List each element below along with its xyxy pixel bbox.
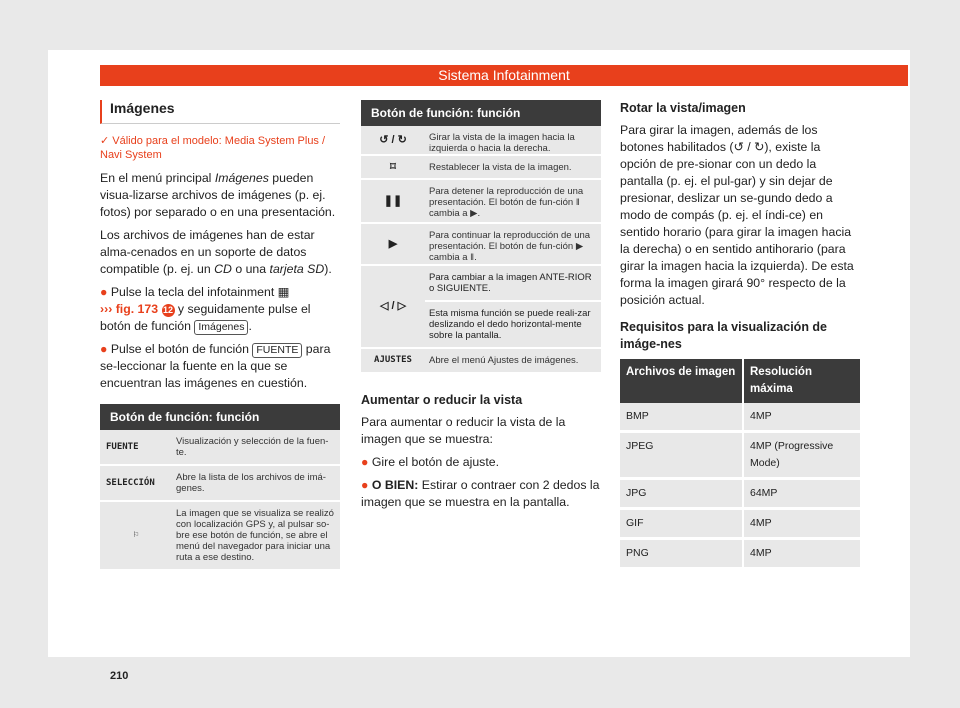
zoom-section — [361, 392, 601, 511]
table-header: Botón de función: función — [361, 100, 601, 126]
column-right — [620, 100, 860, 570]
section-title: Imágenes — [100, 100, 340, 124]
bullet-item: ● O BIEN: Estirar o contraer con 2 dedos la imagen que se muestra en la pantalla. — [361, 478, 600, 509]
validity-note: ✓ Válido para el modelo: Media System Plus / Navi System — [100, 135, 326, 161]
rotate-icon: ↺ / ↻ — [379, 133, 407, 146]
bullet-item: ● Pulse la tecla del infotainment ▦ ››› fig. 173 12 y seguidamente pulse el botón de función Imágenes . — [100, 285, 311, 333]
reset-view-icon: ⌑ — [390, 160, 396, 173]
page-header: Sistema Infotainment — [100, 65, 908, 86]
page — [48, 50, 910, 682]
bullet-item: ● Pulse el botón de función FUENTE para se-leccionar la fuente en la que se encuentran las imágenes en cuestión. — [100, 342, 331, 390]
table-row: BMP 4MP — [620, 403, 860, 433]
table-row: ⚐ La imagen que se visualiza se realizó con localización GPS y, al pulsar so-bre ese botón de función, se abre el menú del navegador para iniciar una ruta a ese destino. — [100, 502, 340, 571]
figure-ref[interactable]: ››› fig. 173 — [100, 302, 159, 316]
column-left — [100, 100, 340, 571]
zoom-title: Aumentar o reducir la vista — [361, 393, 523, 407]
table-header: Archivos de imagen Resolución máxima — [620, 359, 860, 403]
imagenes-key: Imágenes — [194, 320, 248, 335]
table-header: Botón de función: función — [100, 404, 340, 430]
function-table — [361, 100, 601, 374]
paragraph: Los archivos de imágenes han de estar alma-cenados en un soporte de datos compatible (p. ej. un CD o una tarjeta SD). — [100, 228, 332, 276]
bullet-item: ● Gire el botón de ajuste. — [361, 455, 500, 469]
prev-next-icon: ◁ / ▷ — [379, 300, 407, 312]
table-row: ↺ / ↻ Girar la vista de la imagen hacia la izquierda o hacia la derecha. — [361, 126, 601, 156]
table-row: ⌑ Restablecer la vista de la imagen. — [361, 156, 601, 180]
page-number: 210 — [110, 670, 129, 682]
resolution-table — [620, 359, 860, 570]
table-row: FUENTE Visualización y selección de la fuen-te. — [100, 430, 340, 466]
paragraph: En el menú principal Imágenes pueden visua-lizarse archivos de imágenes (p. ej. fotos) por separado o en una presentación. — [100, 171, 336, 219]
table-row: ◁ / ▷ Para cambiar a la imagen ANTE-RIOR o SIGUIENTE. Esta misma función se puede reali-zar deslizando el dedo horizontal-mente sobre la pantalla. — [361, 266, 601, 349]
table-row: AJUSTES Abre el menú Ajustes de imágenes. — [361, 349, 601, 374]
grid-icon: ▦ — [277, 285, 290, 299]
table-row: ▶ Para continuar la reproducción de una presentación. El botón de fun-ción ▶ cambia a ‖. — [361, 224, 601, 266]
pause-icon: ❚❚ — [383, 194, 403, 207]
flag-icon: ⚐ — [133, 530, 139, 540]
table-row: JPG 64MP — [620, 480, 860, 510]
paragraph: Para aumentar o reducir la vista de la imagen que se muestra: — [361, 415, 566, 446]
function-table — [100, 404, 340, 571]
requirements-title: Requisitos para la visualización de imáge-nes — [620, 320, 828, 351]
paragraph: Para girar la imagen, además de los botones habilitados (↺ / ↻), existe la opción de pre-sionar con un dedo la pantalla (p. ej. el pul-gar) y sin dejar de presionar, deslizar un se-gundo dedo a modo de compás (p. ej. el índi-ce) en sentido horario (para girar la imagen hacia la derecha) o en sentido antihorario (para girar la imagen hacia la izquierda). De esta forma la imagen girará 90° respecto de la posición actual. — [620, 123, 854, 307]
rotate-title: Rotar la vista/imagen — [620, 101, 746, 115]
table-row: SELECCIÓN Abre la lista de los archivos de imá-genes. — [100, 466, 340, 502]
table-row: PNG 4MP — [620, 540, 860, 570]
column-middle — [361, 100, 601, 517]
table-row: ❚❚ Para detener la reproducción de una presentación. El botón de fun-ción ‖ cambia a ▶. — [361, 180, 601, 224]
table-row: GIF 4MP — [620, 510, 860, 540]
play-icon: ▶ — [388, 237, 398, 250]
fuente-key: FUENTE — [252, 343, 302, 358]
callout-number: 12 — [162, 305, 173, 315]
table-row: JPEG 4MP (Progressive Mode) — [620, 433, 860, 480]
